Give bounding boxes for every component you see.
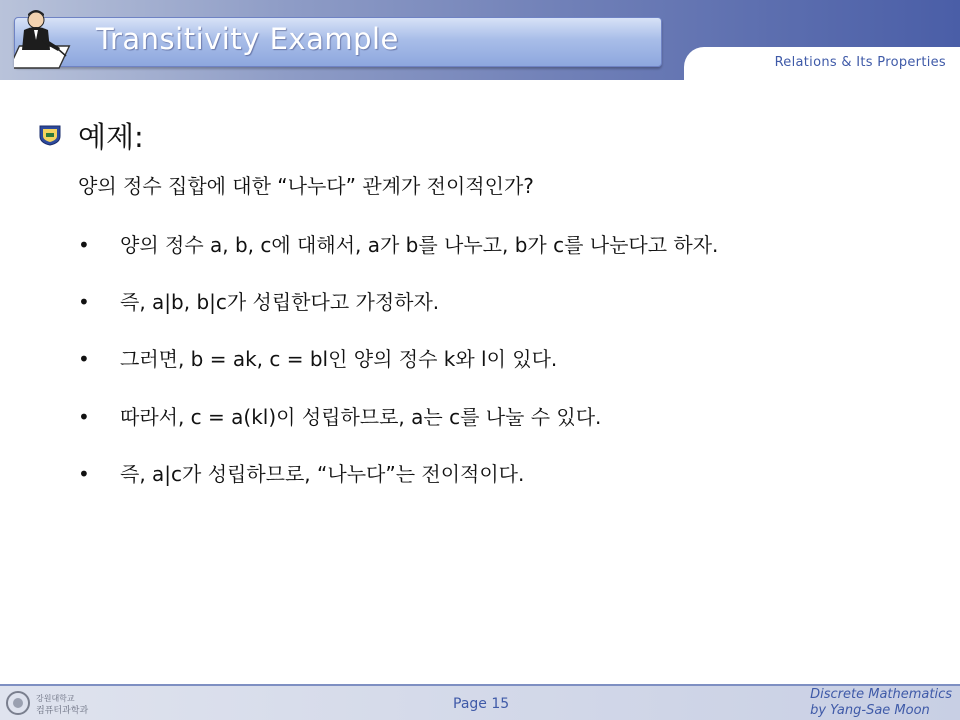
bullet: • [78,347,90,371]
list-item-text: 즉, a|b, b|c가 성립한다고 가정하자. [120,290,440,314]
person-writing-icon [14,6,76,72]
credit-author: by Yang-Sae Moon [810,703,930,718]
list-item [78,401,601,430]
page-number: Page 15 [453,696,510,712]
list-item [78,343,557,372]
department-logo-icon [4,688,96,718]
list-item [78,229,718,258]
course-subject: Relations & Its Properties [774,55,946,70]
bullet: • [78,405,90,429]
list-item-text: 그러면, b = ak, c = bl인 양의 정수 k와 l이 있다. [120,347,558,371]
bullet: • [78,462,90,486]
course-credit [810,687,952,719]
list-item-text: 즉, a|c가 성립하므로, “나누다”는 전이적이다. [120,462,525,486]
svg-text:강원대학교: 강원대학교 [36,694,75,703]
university-emblem-icon [38,124,62,146]
question-text: 양의 정수 집합에 대한 “나누다” 관계가 전이적인가? [78,174,534,198]
list-item [78,458,524,487]
example-heading: 예제: [78,120,144,154]
list-item [78,286,439,315]
bullet: • [78,290,90,314]
slide-title: Transitivity Example [96,22,399,56]
list-item-text: 양의 정수 a, b, c에 대해서, a가 b를 나누고, b가 c를 나눈다고 하자. [120,233,719,257]
credit-course: Discrete Mathematics [810,687,952,702]
bullet: • [78,233,90,257]
svg-text:컴퓨터과학과: 컴퓨터과학과 [36,706,89,716]
list-item-text: 따라서, c = a(kl)이 성립하므로, a는 c를 나눌 수 있다. [120,405,602,429]
